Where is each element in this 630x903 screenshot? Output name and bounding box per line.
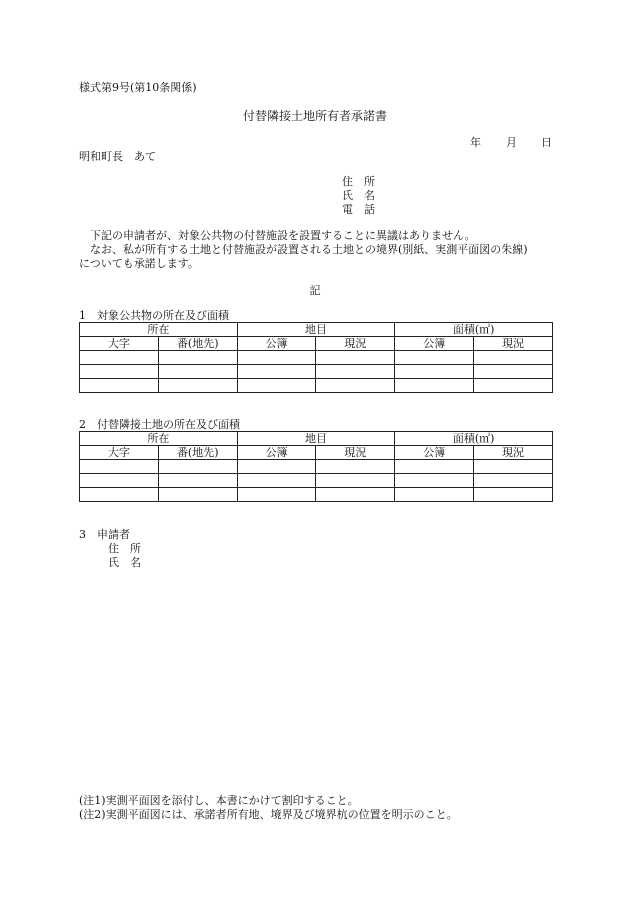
table-header-row bbox=[80, 323, 553, 337]
table-row bbox=[80, 379, 553, 393]
cell[interactable] bbox=[395, 351, 474, 365]
section-2-title: 2 付替隣接土地の所在及び面積 bbox=[79, 418, 240, 431]
date-year: 年 bbox=[470, 136, 481, 149]
cell[interactable] bbox=[395, 488, 474, 502]
signer-name-label: 氏 名 bbox=[342, 189, 375, 202]
header-lot-number: 番(地先) bbox=[158, 337, 237, 351]
cell[interactable] bbox=[474, 488, 553, 502]
header-area: 面積(㎡) bbox=[395, 323, 553, 337]
header-area: 面積(㎡) bbox=[395, 432, 553, 446]
cell[interactable] bbox=[316, 365, 395, 379]
date-month: 月 bbox=[506, 136, 517, 149]
cell[interactable] bbox=[395, 460, 474, 474]
note-2: (注2)実測平面図には、承諾者所有地、境界及び境界杭の位置を明示のこと。 bbox=[79, 808, 458, 821]
cell[interactable] bbox=[80, 365, 159, 379]
table-row bbox=[80, 460, 553, 474]
cell[interactable] bbox=[474, 351, 553, 365]
cell[interactable] bbox=[395, 379, 474, 393]
header-registry-area: 公簿 bbox=[395, 446, 474, 460]
cell[interactable] bbox=[237, 488, 316, 502]
note-1: (注1)実測平面図を添付し、本書にかけて割印すること。 bbox=[79, 794, 359, 807]
cell[interactable] bbox=[316, 474, 395, 488]
ki-heading: 記 bbox=[309, 284, 321, 297]
signer-address-label: 住 所 bbox=[342, 175, 375, 188]
cell[interactable] bbox=[80, 460, 159, 474]
body-line-2: なお、私が所有する土地と付替施設が設置される土地との境界(別紙、実測平面図の朱線) bbox=[90, 243, 528, 256]
cell[interactable] bbox=[237, 351, 316, 365]
body-line-1: 下記の申請者が、対象公共物の付替施設を設置することに異議はありません。 bbox=[90, 229, 476, 242]
signer-phone-label: 電 話 bbox=[342, 203, 375, 216]
cell[interactable] bbox=[158, 488, 237, 502]
cell[interactable] bbox=[80, 474, 159, 488]
cell[interactable] bbox=[474, 460, 553, 474]
cell[interactable] bbox=[316, 379, 395, 393]
applicant-address-label: 住 所 bbox=[108, 542, 141, 555]
header-actual-area: 現況 bbox=[474, 337, 553, 351]
header-land-category: 地目 bbox=[237, 432, 395, 446]
header-lot-number: 番(地先) bbox=[158, 446, 237, 460]
table-header-row bbox=[80, 432, 553, 446]
header-actual: 現況 bbox=[316, 337, 395, 351]
cell[interactable] bbox=[395, 365, 474, 379]
cell[interactable] bbox=[474, 474, 553, 488]
table-2 bbox=[79, 431, 553, 502]
cell[interactable] bbox=[158, 379, 237, 393]
header-oaza: 大字 bbox=[80, 337, 159, 351]
cell[interactable] bbox=[80, 488, 159, 502]
header-registry-area: 公簿 bbox=[395, 337, 474, 351]
cell[interactable] bbox=[158, 365, 237, 379]
cell[interactable] bbox=[316, 351, 395, 365]
table-subheader-row bbox=[80, 337, 553, 351]
header-actual: 現況 bbox=[316, 446, 395, 460]
section-1-title: 1 対象公共物の所在及び面積 bbox=[79, 309, 229, 322]
date-day: 日 bbox=[541, 136, 552, 149]
body-line-3: についても承諾します。 bbox=[79, 257, 199, 270]
cell[interactable] bbox=[237, 365, 316, 379]
cell[interactable] bbox=[237, 460, 316, 474]
header-land-category: 地目 bbox=[237, 323, 395, 337]
cell[interactable] bbox=[316, 488, 395, 502]
section-3-title: 3 申請者 bbox=[79, 528, 130, 541]
header-registry: 公簿 bbox=[237, 337, 316, 351]
cell[interactable] bbox=[237, 379, 316, 393]
table-subheader-row bbox=[80, 446, 553, 460]
cell[interactable] bbox=[158, 460, 237, 474]
table-row bbox=[80, 351, 553, 365]
table-1 bbox=[79, 322, 553, 393]
applicant-name-label: 氏 名 bbox=[108, 556, 141, 569]
addressee: 明和町長 あて bbox=[79, 150, 156, 163]
cell[interactable] bbox=[80, 351, 159, 365]
header-location: 所在 bbox=[80, 323, 238, 337]
cell[interactable] bbox=[474, 365, 553, 379]
header-oaza: 大字 bbox=[80, 446, 159, 460]
cell[interactable] bbox=[316, 460, 395, 474]
document-title: 付替隣接土地所有者承諾書 bbox=[242, 109, 387, 123]
cell[interactable] bbox=[158, 474, 237, 488]
header-registry: 公簿 bbox=[237, 446, 316, 460]
cell[interactable] bbox=[474, 379, 553, 393]
form-number: 様式第9号(第10条関係) bbox=[79, 81, 197, 94]
table-row bbox=[80, 365, 553, 379]
table-row bbox=[80, 488, 553, 502]
table-row bbox=[80, 474, 553, 488]
cell[interactable] bbox=[395, 474, 474, 488]
header-actual-area: 現況 bbox=[474, 446, 553, 460]
cell[interactable] bbox=[80, 379, 159, 393]
cell[interactable] bbox=[237, 474, 316, 488]
cell[interactable] bbox=[158, 351, 237, 365]
header-location: 所在 bbox=[80, 432, 238, 446]
